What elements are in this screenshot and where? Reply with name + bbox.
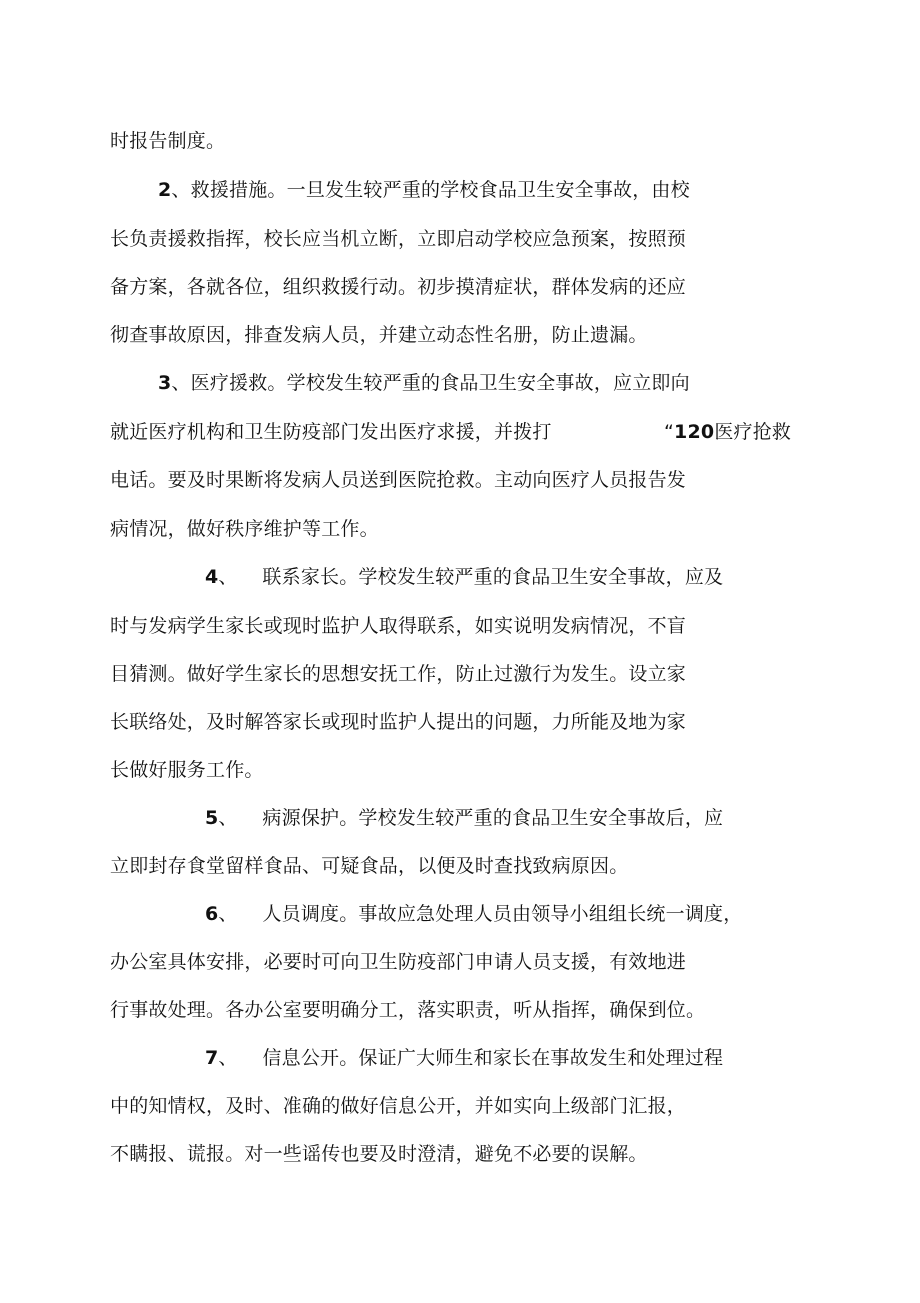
line-text: 救援措施。一旦发生较严重的学校食品卫生安全事故，由校 (190, 179, 690, 201)
text-line (110, 323, 648, 347)
list-item-heading-6 (205, 902, 742, 926)
line-text: 病源保护。学校发生较严重的食品卫生安全事故后，应 (262, 807, 724, 829)
list-item-heading-5 (205, 806, 723, 830)
line-text: 目猜测。做好学生家长的思想安抚工作，防止过激行为发生。设立家 (110, 663, 687, 685)
line-text: 立即封存食堂留样食品、可疑食品，以便及时查找致病原因。 (110, 855, 629, 877)
line-text: 长联络处，及时解答家长或现时监护人提出的问题，力所能及地为家 (110, 711, 687, 733)
text-line (110, 614, 686, 638)
line-text: 长负责援救指挥，校长应当机立断，立即启动学校应急预案，按照预 (110, 228, 687, 250)
list-item-number: 4 (205, 566, 219, 588)
text-line (110, 662, 686, 686)
list-item-number: 2 (158, 179, 172, 201)
list-item-heading-3 (158, 371, 690, 395)
line-text-tail: 医疗抢救 (714, 421, 792, 443)
line-text: 就近医疗机构和卫生防疫部门发出医疗求援，并拨打 (110, 421, 552, 443)
list-item-separator: 、 (218, 1047, 238, 1069)
list-item-separator: 、 (218, 903, 238, 925)
list-item-heading-2 (158, 178, 690, 202)
list-item-separator: 、 (171, 372, 191, 394)
emergency-number: 120 (674, 421, 715, 443)
list-item-number: 5 (205, 807, 219, 829)
text-line (110, 517, 379, 541)
list-item-separator: 、 (218, 566, 238, 588)
line-text: 彻查事故原因，排查发病人员，并建立动态性名册，防止遗漏。 (110, 324, 648, 346)
line-text: 备方案，各就各位，组织救援行动。初步摸清症状，群体发病的还应 (110, 276, 687, 298)
open-quote: “ (664, 421, 675, 443)
list-item-heading-4 (205, 565, 723, 589)
text-line (110, 950, 686, 974)
line-text: 办公室具体安排，必要时可向卫生防疫部门申请人员支援，有效地进 (110, 951, 687, 973)
text-line (110, 998, 705, 1022)
list-item-number: 6 (205, 903, 219, 925)
text-line (110, 854, 628, 878)
line-text: 行事故处理。各办公室要明确分工，落实职责，听从指挥，确保到位。 (110, 999, 706, 1021)
text-line (110, 1094, 686, 1118)
emergency-number-text (664, 420, 791, 444)
line-text: 联系家长。学校发生较严重的食品卫生安全事故，应及 (262, 566, 724, 588)
line-text: 电话。要及时果断将发病人员送到医院抢救。主动向医疗人员报告发 (110, 469, 687, 491)
text-line (110, 758, 264, 782)
text-line (110, 420, 552, 444)
line-text: 医疗援救。学校发生较严重的食品卫生安全事故，应立即向 (190, 372, 690, 394)
list-item-separator: 、 (171, 179, 191, 201)
line-text: 时与发病学生家长或现时监护人取得联系，如实说明发病情况，不盲 (110, 615, 687, 637)
line-text: 长做好服务工作。 (110, 759, 264, 781)
text-line (110, 275, 686, 299)
line-text: 人员调度。事故应急处理人员由领导小组组长统一调度， (262, 903, 743, 925)
list-item-heading-7 (205, 1046, 723, 1070)
text-line (110, 468, 686, 492)
line-text: 不瞒报、谎报。对一些谣传也要及时澄清，避免不必要的误解。 (110, 1143, 648, 1165)
line-text: 病情况，做好秩序维护等工作。 (110, 518, 379, 540)
list-item-number: 7 (205, 1047, 219, 1069)
text-line (110, 129, 225, 153)
text-line (110, 1142, 648, 1166)
list-item-number: 3 (158, 372, 172, 394)
line-text: 时报告制度。 (110, 130, 226, 152)
line-text: 中的知情权，及时、准确的做好信息公开，并如实向上级部门汇报， (110, 1095, 687, 1117)
line-text: 信息公开。保证广大师生和家长在事故发生和处理过程 (262, 1047, 724, 1069)
text-line (110, 227, 686, 251)
list-item-separator: 、 (218, 807, 238, 829)
text-line (110, 710, 686, 734)
